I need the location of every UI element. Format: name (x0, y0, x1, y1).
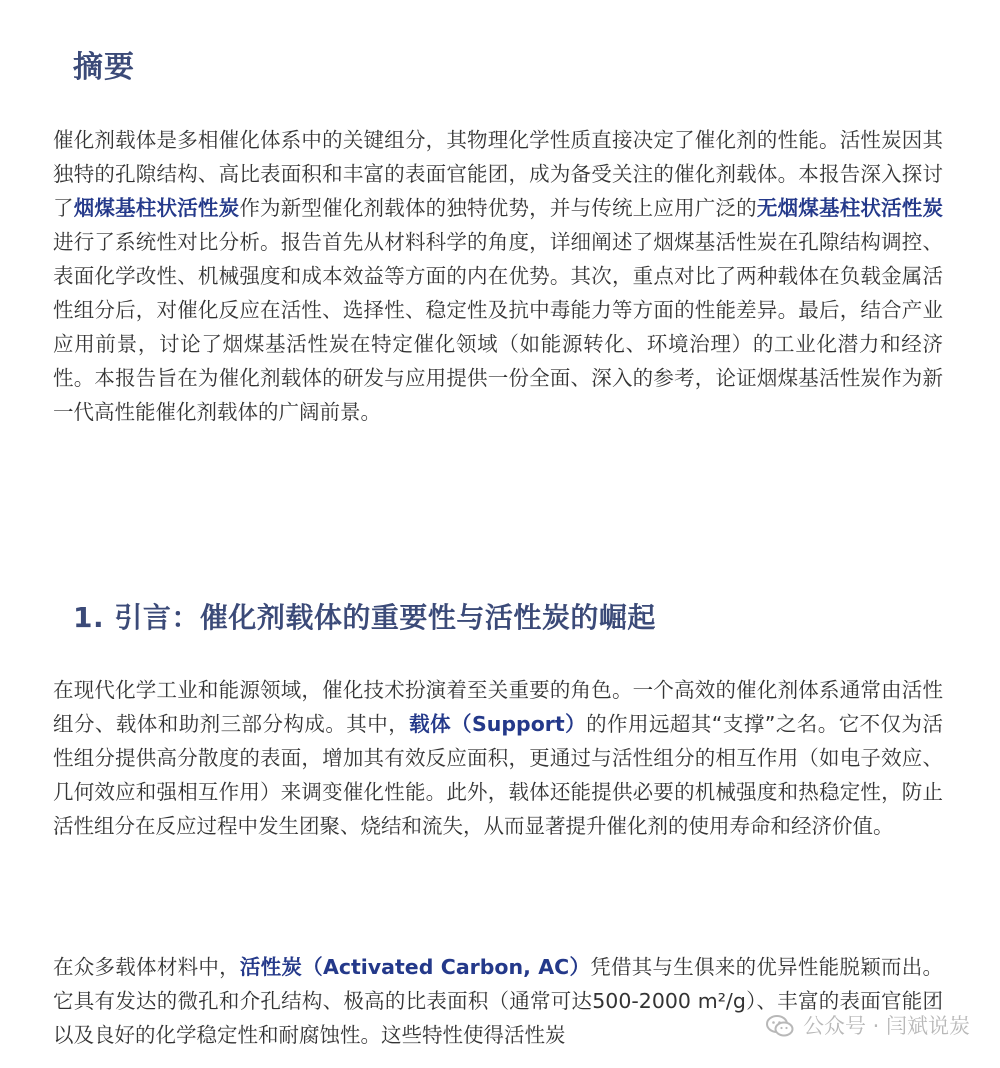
text-run: 催化剂载体是多相催化体系中的关键组分，其物理化学性质直接决定了催化剂的性能。活性炭因其独特的孔隙结构、高比表面积和丰富的表面官能团，成为备受关注的催化剂载体。本报告深入探讨了 (53, 128, 943, 220)
highlight-support: 载体（Support） (409, 712, 587, 736)
text-run: 的作用远超其“支撑”之名。它不仅为活性组分提供高分散度的表面，增加其有效反应面积，更通过与活性组分的相互作用（如电子效应、几何效应和强相互作用）来调变催化性能。此外，载体还能提供必要的机械强度和热稳定性，防止活性组分在反应过程中发生团聚、烧结和流失，从而显著提升催化剂的使用寿命和经济价值。 (53, 712, 943, 838)
watermark (765, 1012, 970, 1040)
highlight-bituminous-carbon: 烟煤基柱状活性炭 (73, 196, 240, 220)
abstract-heading: 摘要 (73, 50, 135, 85)
highlight-activated-carbon: 活性炭（Activated Carbon, AC） (239, 955, 591, 979)
watermark-text: 公众号 · 闫斌说炭 (802, 1014, 970, 1038)
introduction-heading: 1. 引言：催化剂载体的重要性与活性炭的崛起 (73, 601, 656, 634)
abstract-paragraph (53, 123, 943, 429)
text-run: 凭借其与生俱来的优异性能脱颖而出。它具有发达的微孔和介孔结构、极高的比表面积（通常可达500-2000 m²/g）、丰富的表面官能团以及良好的化学稳定性和耐腐蚀性。这些特性使得活性炭 (53, 955, 943, 1047)
introduction-paragraph-1 (53, 673, 943, 843)
text-run: 在众多载体材料中， (53, 955, 240, 979)
wechat-official-account-icon (765, 1014, 795, 1038)
text-run: 进行了系统性对比分析。报告首先从材料科学的角度，详细阐述了烟煤基活性炭在孔隙结构调控、表面化学改性、机械强度和成本效益等方面的内在优势。其次，重点对比了两种载体在负载金属活性组分后，对催化反应在活性、选择性、稳定性及抗中毒能力等方面的性能差异。最后，结合产业应用前景，讨论了烟煤基活性炭在特定催化领域（如能源转化、环境治理）的工业化潜力和经济性。本报告旨在为催化剂载体的研发与应用提供一份全面、深入的参考，论证烟煤基活性炭作为新一代高性能催化剂载体的广阔前景。 (53, 230, 943, 424)
text-run: 作为新型催化剂载体的独特优势，并与传统上应用广泛的 (239, 196, 757, 220)
highlight-anthracite-carbon: 无烟煤基柱状活性炭 (756, 196, 944, 220)
text-run: 在现代化学工业和能源领域，催化技术扮演着至关重要的角色。一个高效的催化剂体系通常由活性组分、载体和助剂三部分构成。其中， (53, 678, 943, 736)
